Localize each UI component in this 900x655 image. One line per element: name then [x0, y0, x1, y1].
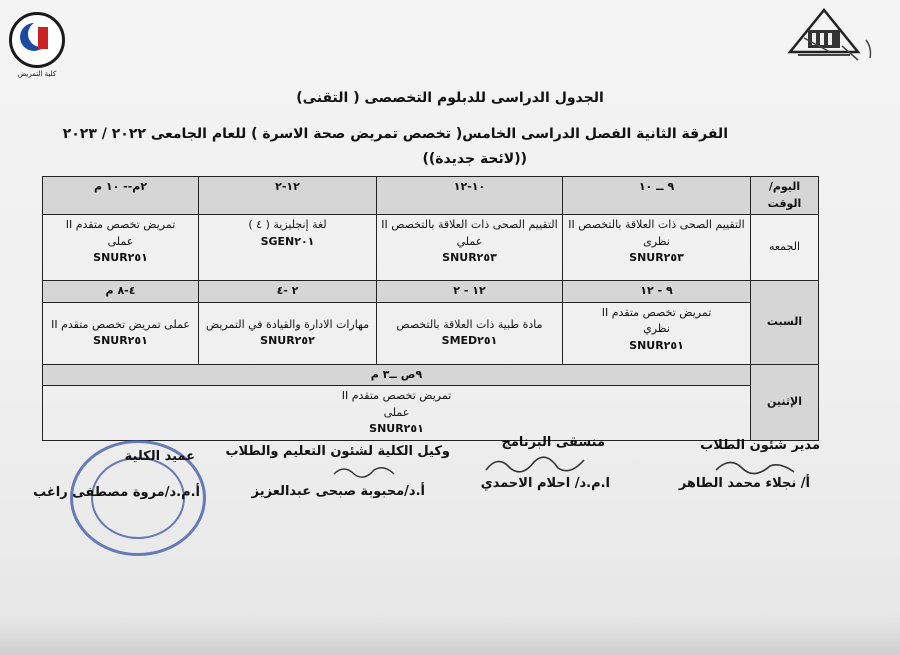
course-title: التقييم الصحى ذات العلاقة بالتخصص II — [568, 218, 745, 231]
course-code: SNUR٢٥٣ — [629, 251, 684, 264]
course-code: SMED٢٥١ — [441, 334, 498, 347]
signature-role: عميد الكلية — [124, 449, 195, 464]
course-cell — [563, 302, 751, 364]
course-code: SNUR٢٥١ — [93, 334, 148, 347]
course-title: تمريض تخصص متقدم II — [65, 218, 176, 231]
course-cell — [563, 215, 751, 281]
course-cell — [43, 386, 751, 441]
day-label: الجمعه — [751, 215, 819, 281]
schedule-table — [42, 176, 819, 441]
time-slot: ١٢-٢ — [199, 177, 377, 215]
course-type: نظرى — [643, 234, 670, 248]
course-title: تمريض تخصص متقدم II — [601, 305, 712, 319]
course-code: SNUR٢٥١ — [629, 338, 684, 352]
faculty-logo-caption: كلية التمريض — [17, 70, 57, 78]
time-slot: ٤-٨ م — [43, 281, 199, 303]
day-label: الإثنين — [751, 364, 819, 440]
course-title: عملى تمريض تخصص متقدم II — [51, 317, 190, 331]
time-slot: ٩ص ــ٣ م — [43, 364, 751, 386]
signature-name: أ.م.د/مروة مصطفى راغب — [33, 485, 200, 500]
signature-scribble — [480, 448, 590, 482]
course-code: SGEN٢٠١ — [260, 234, 315, 248]
table-row — [43, 386, 819, 441]
course-cell — [377, 302, 563, 364]
time-slot: ٩ ــ ١٠ — [563, 177, 751, 215]
table-row — [43, 281, 819, 303]
course-code: SNUR٢٥٢ — [260, 334, 315, 347]
signature-scribble — [710, 452, 800, 482]
time-slot: ٢م-- ١٠ م — [43, 177, 199, 215]
course-cell — [199, 302, 377, 364]
signature-name: أ.د/محبوبة صبحى عبدالعزيز — [251, 484, 425, 499]
course-cell — [199, 215, 377, 281]
table-row — [43, 215, 819, 281]
signature-name: أ/ نجلاء محمد الطاهر — [678, 476, 810, 491]
table-row — [43, 302, 819, 364]
course-code: SNUR٢٥٣ — [442, 251, 497, 264]
document-subtitle: الفرقة الثانية الفصل الدراسى الخامس( تخصص تمريض صحة الاسرة ) للعام الجامعى ٢٠٢٢ / ٢٠٢٣ — [62, 126, 728, 142]
table-row — [43, 177, 819, 215]
course-title: التقييم الصحى ذات العلاقة بالتخصص II — [381, 218, 558, 231]
signature-name: ا.م.د/ احلام الاحمدي — [480, 476, 610, 491]
course-title: لغة إنجليزية ( ٤ ) — [248, 218, 327, 231]
time-slot: ١٠-١٢ — [377, 177, 563, 215]
signature-scribble — [330, 460, 400, 486]
course-cell — [377, 215, 563, 281]
regulation-note: ((لائحة جديدة)) — [422, 151, 527, 167]
corner-header: اليوم/الوقت — [751, 177, 819, 215]
course-type: عملي — [456, 234, 483, 248]
time-slot: ٢ -٤ — [199, 281, 377, 303]
signature-role: مدير شئون الطلاب — [700, 438, 820, 453]
table-row — [43, 364, 819, 386]
page-shadow — [0, 615, 900, 655]
course-code: SNUR٢٥١ — [93, 251, 148, 264]
course-title: تمريض تخصص متقدم II — [341, 389, 452, 402]
course-cell — [43, 302, 199, 364]
course-cell — [43, 215, 199, 281]
day-label: السبت — [751, 281, 819, 365]
signature-role: منسقى البرنامج — [501, 435, 605, 450]
course-type: نظري — [643, 322, 670, 335]
corner-mark — [800, 30, 880, 70]
course-code: SNUR٢٥١ — [369, 422, 424, 435]
time-slot: ٩ - ١٢ — [563, 281, 751, 303]
document-title: الجدول الدراسى للدبلوم التخصصى ( التقنى) — [296, 90, 604, 106]
faculty-logo-icon — [9, 12, 65, 68]
time-slot: ١٢ - ٢ — [377, 281, 563, 303]
course-type: عملى — [383, 405, 410, 419]
faculty-logo — [8, 12, 66, 80]
signature-role: وكيل الكلية لشئون التعليم والطلاب — [225, 444, 450, 459]
course-title: مادة طبية ذات العلاقة بالتخصص — [396, 317, 543, 331]
course-title: مهارات الادارة والقيادة في التمريض — [205, 317, 370, 331]
course-type: عملى — [107, 234, 134, 248]
